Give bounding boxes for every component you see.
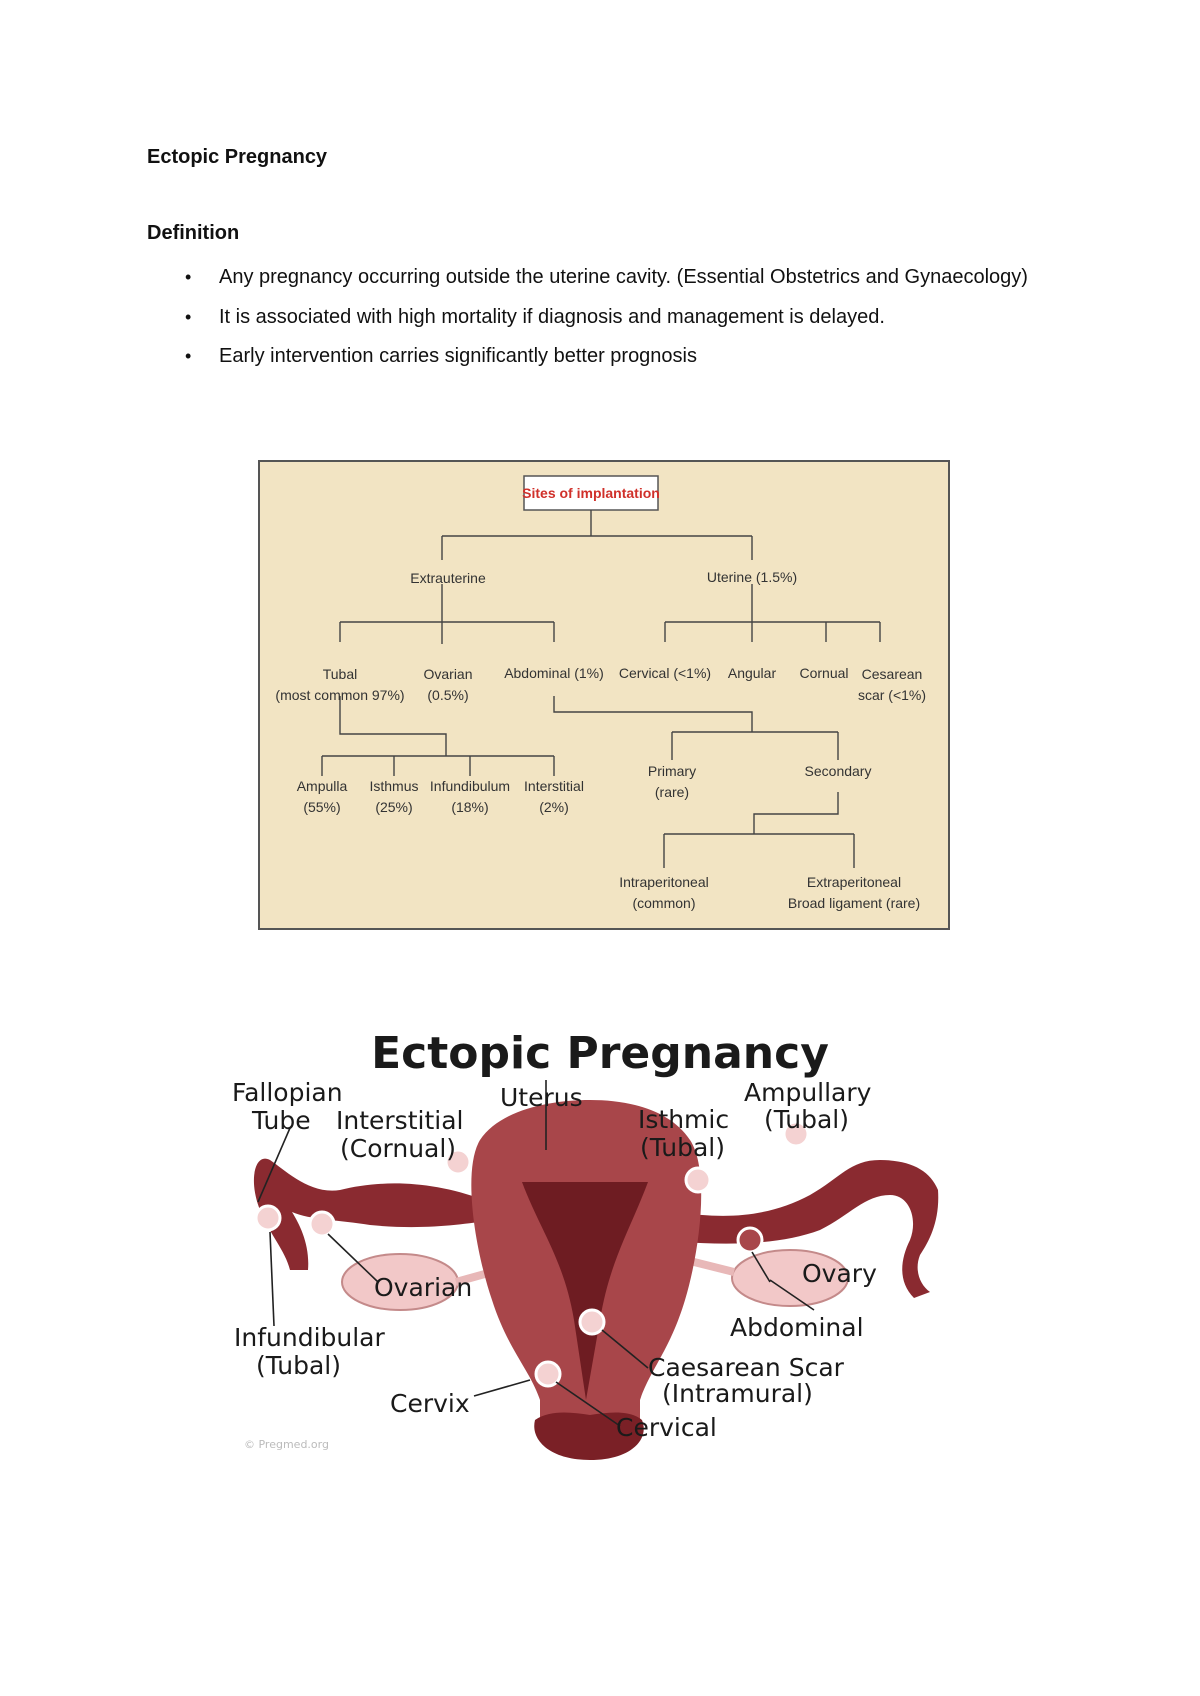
flowchart-abdominal: Abdominal (1%) (504, 665, 604, 681)
label-cornual: (Cornual) (340, 1134, 457, 1163)
label-infundibular-tubal: (Tubal) (256, 1351, 341, 1380)
flowchart-isthmus-percent: (25%) (375, 799, 413, 815)
flowchart-infundibulum-percent: (18%) (451, 799, 489, 815)
label-interstitial: Interstitial (336, 1106, 464, 1135)
label-isthmic-tubal: (Tubal) (640, 1133, 725, 1162)
flowchart-cesarean-percent: scar (<1%) (857, 687, 927, 703)
definition-heading: Definition (147, 222, 240, 244)
embryo-abdominal (738, 1228, 762, 1252)
flowchart-ampulla-percent: (55%) (303, 799, 341, 815)
label-ovarian: Ovarian (374, 1273, 473, 1302)
flowchart-ovarian-percent: (0.5%) (427, 687, 469, 703)
label-abdominal: Abdominal (730, 1313, 864, 1342)
label-infundibular: Infundibular (234, 1323, 385, 1352)
label-caesarean-scar: Caesarean Scar (648, 1353, 844, 1382)
flowchart-ovarian: Ovarian (423, 666, 473, 682)
label-uterus: Uterus (500, 1083, 583, 1112)
sites-of-implantation-flowchart (258, 460, 950, 930)
flowchart-primary-note: (rare) (654, 784, 690, 800)
label-cervical: Cervical (616, 1413, 717, 1442)
flowchart-ampulla: Ampulla (296, 778, 348, 794)
embryo-caesarean-scar (580, 1310, 604, 1334)
flowchart-tubal: Tubal (322, 666, 358, 682)
flowchart-extrauterine: Extrauterine (410, 570, 486, 586)
embryo-infundibular (256, 1206, 280, 1230)
label-ampullary: Ampullary (744, 1078, 872, 1107)
flowchart-intraperitoneal: Intraperitoneal (619, 874, 709, 890)
flowchart-tubal-percent: (most common 97%) (275, 687, 405, 703)
flowchart-isthmus: Isthmus (369, 778, 419, 794)
flowchart-interstitial: Interstitial (524, 778, 584, 794)
label-intramural: (Intramural) (662, 1379, 813, 1408)
bullet-item: • It is associated with high mortality if diagnosis and management is delayed. (147, 298, 1047, 338)
flowchart-root-label: Sites of implantation (522, 485, 660, 501)
leader-infundibular (270, 1232, 274, 1326)
document-title: Ectopic Pregnancy (147, 146, 328, 168)
flowchart-interstitial-percent: (2%) (539, 799, 569, 815)
label-cervix: Cervix (390, 1389, 470, 1418)
flowchart-cervical: Cervical (<1%) (618, 665, 712, 681)
flowchart-cesarean: Cesarean (861, 666, 923, 682)
bullet-item: • Any pregnancy occurring outside the uterine cavity. (Essential Obstetrics and Gynaecology) (147, 258, 1047, 298)
watermark: © Pregmed.org (244, 1438, 329, 1451)
diagram-title: Ectopic Pregnancy (371, 1028, 829, 1079)
flowchart-uterine: Uterine (1.5%) (706, 569, 798, 585)
leader-cervix (474, 1380, 530, 1396)
flowchart-extraperitoneal: Extraperitoneal (806, 874, 902, 890)
definition-bullet-list (147, 258, 1047, 377)
label-isthmic: Isthmic (638, 1105, 730, 1134)
flowchart-infundibulum: Infundibulum (429, 778, 511, 794)
flowchart-primary: Primary (647, 763, 697, 779)
label-fallopian-tube: Tube (252, 1106, 311, 1135)
ectopic-pregnancy-diagram (230, 1020, 970, 1480)
embryo-isthmic (686, 1168, 710, 1192)
embryo-ovarian (310, 1212, 334, 1236)
label-ovary: Ovary (802, 1259, 877, 1288)
flowchart-angular: Angular (727, 665, 777, 681)
label-fallopian: Fallopian (232, 1078, 343, 1107)
flowchart-secondary: Secondary (804, 763, 872, 779)
flowchart-extraperitoneal-note: Broad ligament (rare) (787, 895, 921, 911)
bullet-item: • Early intervention carries significantly better prognosis (147, 337, 1047, 377)
flowchart-cornual: Cornual (799, 665, 849, 681)
label-ampullary-tubal: (Tubal) (764, 1105, 849, 1134)
flowchart-intraperitoneal-note: (common) (632, 895, 696, 911)
